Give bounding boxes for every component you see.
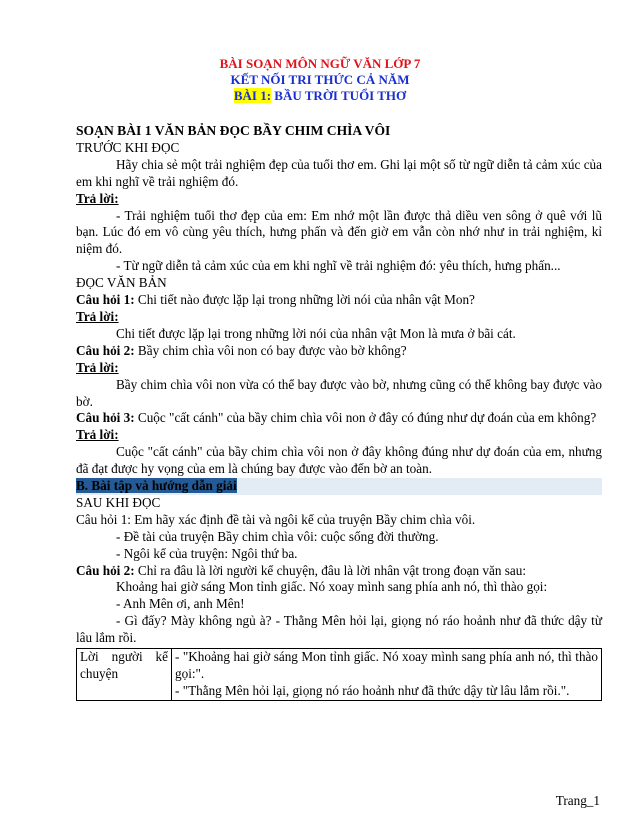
section-doc-van-ban: ĐỌC VĂN BẢN	[76, 275, 167, 291]
sau-answer-1b: - Ngôi kể của truyện: Ngôi thứ ba.	[116, 545, 298, 561]
passage-line-2: - Anh Mên ơi, anh Mên!	[116, 596, 245, 612]
answer-label: Trả lời:	[76, 308, 119, 324]
question-text: Chỉ ra đâu là lời người kể chuyện, đâu là lời nhân vật trong đoạn văn sau:	[134, 562, 526, 578]
lesson-label: BÀI 1:	[233, 88, 272, 103]
section-sau-khi-doc: SAU KHI ĐỌC	[76, 494, 161, 510]
table-row	[77, 649, 602, 701]
question-text: Chi tiết nào được lặp lại trong những lời nói của nhân vật Mon?	[134, 292, 475, 308]
doc-title: BÀI SOẠN MÔN NGỮ VĂN LỚP 7	[219, 56, 421, 71]
answer-label: Trả lời:	[76, 427, 119, 443]
section-truoc-khi-doc: TRƯỚC KHI ĐỌC	[76, 139, 180, 155]
lesson-title	[0, 88, 640, 104]
question-text: Bầy chim chìa vôi non có bay được vào bờ không?	[134, 342, 407, 358]
answer-2: Bầy chim chìa vôi non vừa có thể bay được vào bờ, nhưng cũng có thể không bay được vào bờ.	[76, 376, 602, 409]
sau-question-2	[76, 563, 602, 580]
page-number: Trang_1	[555, 793, 600, 808]
document-body	[76, 123, 602, 701]
table-cell-content	[172, 649, 602, 701]
table-cell-line: - "Thằng Mên hỏi lại, giọng nó ráo hoảnh như đã thức dậy từ lâu lắm rồi.".	[175, 682, 570, 698]
doc-subtitle: KẾT NỐI TRI THỨC CẢ NĂM	[230, 72, 410, 87]
answer-label: Trả lời:	[76, 359, 119, 375]
section-band	[76, 478, 602, 495]
sau-answer-1a: - Đề tài của truyện Bầy chim chìa vôi: cuộc sống đời thường.	[116, 528, 439, 544]
question-1	[76, 292, 602, 309]
question-label: Câu hỏi 2:	[76, 562, 135, 578]
passage-line-3: - Gì đấy? Mày không ngủ à? - Thằng Mên hỏi lại, giọng nó ráo hoảnh như đã thức dậy từ lâu lắm rồi.	[76, 613, 602, 646]
answer-table	[76, 648, 602, 701]
question-2	[76, 343, 602, 360]
answer-3: Cuộc "cất cánh" của bầy chim chìa vôi non ở đây không đúng như dự đoán của em, nhưng đã đạt được hy vọng của em là chúng bay được vào đến bờ an toàn.	[76, 444, 602, 477]
question-label: Câu hỏi 1:	[76, 292, 135, 308]
answer-label: Trả lời:	[76, 190, 119, 206]
main-heading: SOẠN BÀI 1 VĂN BẢN ĐỌC BẦY CHIM CHÌA VÔI	[76, 123, 391, 138]
table-cell-line: - "Khoảng hai giờ sáng Mon tỉnh giấc. Nó xoay mình sang phía anh nó, thì thào gọi:".	[175, 649, 598, 681]
table-cell-label: Lời người kể chuyện	[77, 649, 172, 701]
question-label: Câu hỏi 3:	[76, 410, 135, 426]
question-label: Câu hỏi 2:	[76, 342, 135, 358]
truoc-answer-2: - Từ ngữ diễn tả cảm xúc của em khi nghĩ về trải nghiệm đó: yêu thích, hưng phấn...	[116, 258, 561, 274]
answer-1: Chi tiết được lặp lại trong những lời nói của nhân vật Mon là mưa ở bãi cát.	[116, 325, 516, 341]
sau-question-1: Câu hỏi 1: Em hãy xác định đề tài và ngôi kể của truyện Bầy chim chìa vôi.	[76, 511, 476, 527]
truoc-answer-1: - Trải nghiệm tuổi thơ đẹp của em: Em nhớ một lần được thả diều ven sông ở quê với lũ bạn. Lúc đó em vô cùng yêu thích, hưng phấn và đến giờ em vẫn còn nhớ như in trải nghiệm, kỉ niệm đó.	[76, 207, 602, 257]
band-title: B. Bài tập và hướng dẫn giải	[76, 478, 237, 494]
lesson-name: BẦU TRỜI TUỔI THƠ	[271, 88, 407, 103]
truoc-question: Hãy chia sẻ một trải nghiệm đẹp của tuổi thơ em. Ghi lại một số từ ngữ diễn tả cảm xúc của em khi nghĩ về trải nghiệm đó.	[76, 156, 602, 189]
question-text: Cuộc "cất cánh" của bầy chim chìa vôi non ở đây có đúng như dự đoán của em không?	[134, 410, 597, 426]
question-3	[76, 410, 602, 427]
passage-line-1: Khoảng hai giờ sáng Mon tỉnh giấc. Nó xoay mình sang phía anh nó, thì thào gọi:	[116, 579, 548, 595]
